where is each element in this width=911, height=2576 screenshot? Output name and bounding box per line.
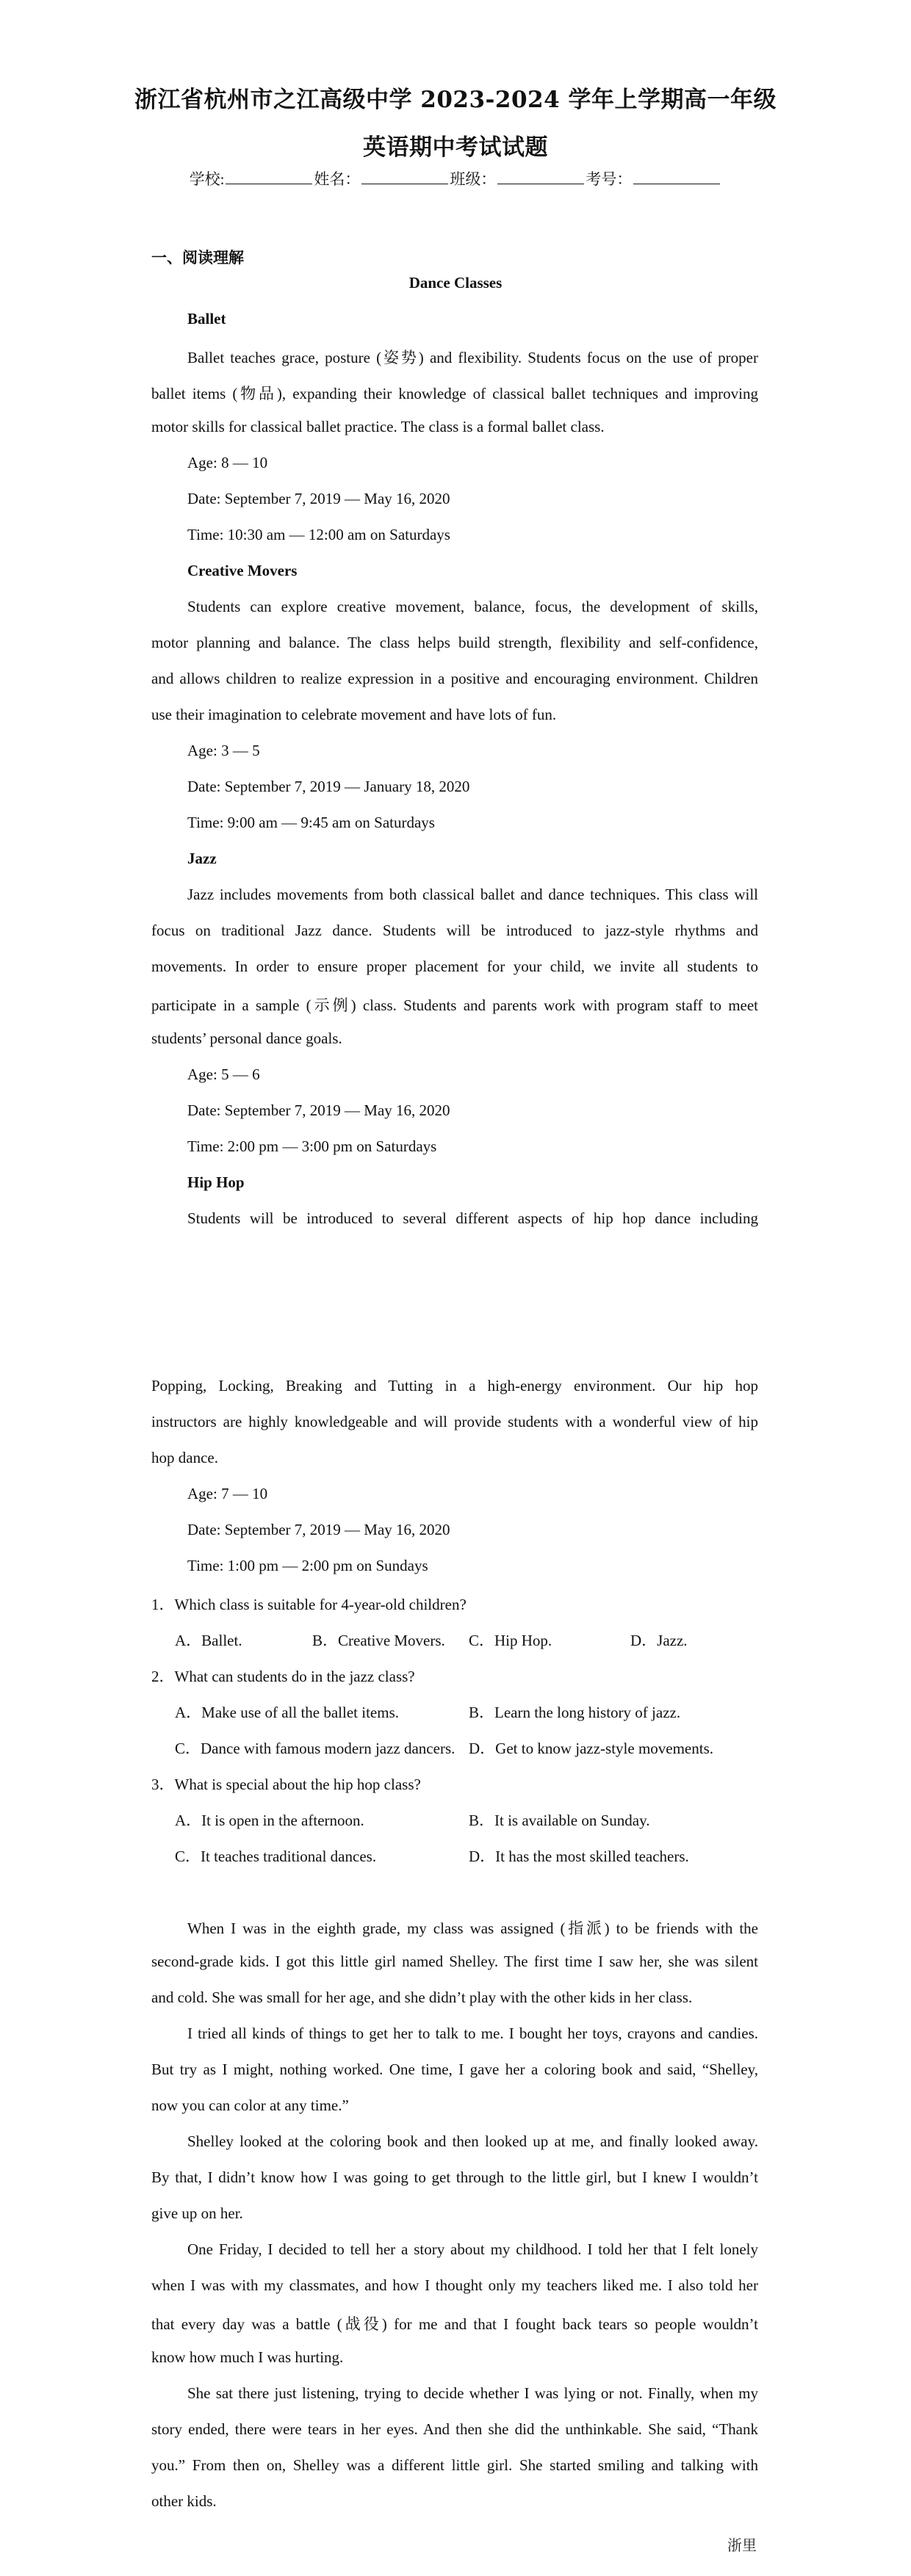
hiphop-line: hop dance.	[151, 1449, 218, 1466]
student-info-line	[0, 167, 911, 189]
creative-date: Date: September 7, 2019 — January 18, 2020	[187, 778, 470, 795]
jazz-line: participate in a sample (示例) class. Students and parents work with program staff to meet	[151, 996, 758, 1014]
jazz-line: focus on traditional Jazz dance. Students will be introduced to jazz-style rhythms and	[151, 922, 758, 939]
section-heading: 一、阅读理解	[151, 249, 244, 267]
q2-option-b[interactable]: B．Learn the long history of jazz.	[469, 1704, 681, 1721]
class-blank[interactable]	[497, 170, 584, 184]
creative-line: Students can explore creative movement, balance, focus, the development of skills,	[187, 598, 758, 615]
story-line: I tried all kinds of things to get her to talk to me. I bought her toys, crayons and candies.	[187, 2025, 758, 2042]
school-label: 学校:	[189, 170, 225, 188]
q3-option-d[interactable]: D．It has the most skilled teachers.	[469, 1848, 689, 1865]
story-line: you.” From then on, Shelley was a different little girl. She started smiling and talking with	[151, 2456, 758, 2474]
name-label: 姓名：	[314, 170, 361, 188]
story-line: give up on her.	[151, 2204, 243, 2222]
story-line: know how much I was hurting.	[151, 2348, 344, 2366]
story-line: second-grade kids. I got this little girl named Shelley. The first time I saw her, she was silent	[151, 1953, 758, 1970]
jazz-line: Jazz includes movements from both classical ballet and dance techniques. This class will	[187, 886, 758, 903]
creative-line: and allows children to realize expression in a positive and encouraging environment. Children	[151, 670, 758, 687]
story-line: and cold. She was small for her age, and she didn’t play with the other kids in her class.	[151, 1989, 693, 2006]
exam-number-label: 考号：	[586, 170, 633, 188]
name-blank[interactable]	[361, 170, 448, 184]
q3-option-a[interactable]: A．It is open in the afternoon.	[175, 1812, 364, 1829]
q2-option-c[interactable]: C．Dance with famous modern jazz dancers.	[175, 1740, 455, 1757]
ballet-line: Ballet teaches grace, posture (姿势) and flexibility. Students focus on the use of proper	[187, 349, 758, 366]
q1-option-a[interactable]: A．Ballet.	[175, 1632, 242, 1649]
school-blank[interactable]	[226, 170, 312, 184]
q1-option-c[interactable]: C．Hip Hop.	[469, 1632, 552, 1649]
question-1: 1．Which class is suitable for 4-year-old children?	[151, 1596, 467, 1613]
q2-option-a[interactable]: A．Make use of all the ballet items.	[175, 1704, 400, 1721]
story-line: When I was in the eighth grade, my class was assigned (指派) to be friends with the	[187, 1920, 758, 1937]
story-line: other kids.	[151, 2492, 217, 2510]
hiphop-line: Popping, Locking, Breaking and Tutting in a high-energy environment. Our hip hop	[151, 1377, 758, 1394]
q2-option-d[interactable]: D．Get to know jazz-style movements.	[469, 1740, 714, 1757]
question-2: 2．What can students do in the jazz class?	[151, 1668, 415, 1685]
creative-line: motor planning and balance. The class helps build strength, flexibility and self-confidence,	[151, 634, 758, 651]
question-3: 3．What is special about the hip hop class?	[151, 1776, 421, 1793]
story-line: story ended, there were tears in her eyes. And then she did the unthinkable. She said, “Thank	[151, 2420, 758, 2438]
jazz-date: Date: September 7, 2019 — May 16, 2020	[187, 1101, 450, 1119]
exam-number-blank[interactable]	[633, 170, 720, 184]
ballet-date: Date: September 7, 2019 — May 16, 2020	[187, 490, 450, 507]
ballet-heading: Ballet	[187, 310, 226, 328]
q3-option-b[interactable]: B．It is available on Sunday.	[469, 1812, 650, 1829]
ballet-line: ballet items (物品), expanding their knowledge of classical ballet techniques and improving	[151, 385, 758, 402]
page-title: 浙江省杭州市之江高级中学 2023-2024 学年上学期高一年级	[134, 87, 777, 113]
jazz-line: students’ personal dance goals.	[151, 1030, 342, 1047]
hiphop-time: Time: 1:00 pm — 2:00 pm on Sundays	[187, 1557, 428, 1574]
footer-mark: 浙里	[727, 2538, 757, 2554]
story-line: Shelley looked at the coloring book and then looked up at me, and finally looked away.	[187, 2132, 758, 2150]
jazz-time: Time: 2:00 pm — 3:00 pm on Saturdays	[187, 1137, 437, 1155]
hiphop-line: Students will be introduced to several different aspects of hip hop dance including	[187, 1209, 758, 1227]
story-line: One Friday, I decided to tell her a story about my childhood. I told her that I felt lonely	[187, 2240, 758, 2258]
creative-movers-heading: Creative Movers	[187, 562, 298, 579]
ballet-line: motor skills for classical ballet practice. The class is a formal ballet class.	[151, 418, 605, 435]
q3-option-c[interactable]: C．It teaches traditional dances.	[175, 1848, 377, 1865]
jazz-age: Age: 5 — 6	[187, 1066, 260, 1083]
hiphop-age: Age: 7 — 10	[187, 1485, 268, 1502]
story-line: now you can color at any time.”	[151, 2096, 349, 2114]
story-line: But try as I might, nothing worked. One time, I gave her a coloring book and said, “Shelley,	[151, 2061, 758, 2078]
story-line: She sat there just listening, trying to decide whether I was lying or not. Finally, when my	[187, 2384, 758, 2402]
q1-option-b[interactable]: B．Creative Movers.	[312, 1632, 445, 1649]
hip-hop-heading: Hip Hop	[187, 1173, 245, 1191]
ballet-age: Age: 8 — 10	[187, 454, 268, 471]
creative-line: use their imagination to celebrate movement and have lots of fun.	[151, 706, 557, 723]
ballet-time: Time: 10:30 am — 12:00 am on Saturdays	[187, 526, 450, 543]
page-subtitle: 英语期中考试试题	[363, 134, 548, 161]
story-line: when I was with my classmates, and how I thought only my teachers liked me. I also told her	[151, 2276, 758, 2294]
story-line: that every day was a battle (战役) for me and that I fought back tears so people wouldn’t	[151, 2315, 758, 2333]
creative-time: Time: 9:00 am — 9:45 am on Saturdays	[187, 814, 435, 831]
jazz-line: movements. In order to ensure proper placement for your child, we invite all students to	[151, 958, 758, 975]
passage-title: Dance Classes	[408, 274, 503, 292]
class-label: 班级：	[450, 170, 497, 188]
q1-option-d[interactable]: D．Jazz.	[630, 1632, 688, 1649]
hiphop-line: instructors are highly knowledgeable and will provide students with a wonderful view of hip	[151, 1413, 758, 1430]
story-line: By that, I didn’t know how I was going to get through to the little girl, but I knew I wouldn’t	[151, 2168, 758, 2186]
creative-age: Age: 3 — 5	[187, 742, 260, 759]
jazz-heading: Jazz	[187, 850, 217, 867]
hiphop-date: Date: September 7, 2019 — May 16, 2020	[187, 1521, 450, 1538]
